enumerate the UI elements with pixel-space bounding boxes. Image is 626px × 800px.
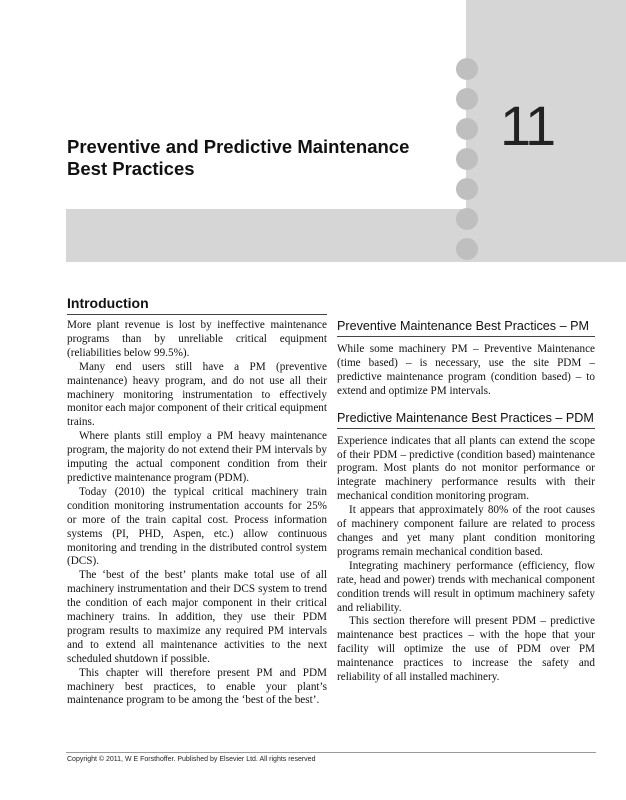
introduction-heading: Introduction: [67, 294, 327, 315]
pm-paragraph: While some machinery PM – Preventive Maintenance (time based) – is necessary, use the site PDM – predictive maintenance program (condition based) – to extend and optimize PM intervals.: [337, 343, 595, 397]
right-column: [337, 318, 595, 685]
intro-paragraph: The ‘best of the best’ plants make total use of all machinery instrumentation and their DCS system to trend the condition of each major component in their critical machinery trains. In addition, they use their PDM program results to maximize any required PM intervals and to extend all maintenance activities to the next scheduled shutdown if possible.: [67, 569, 327, 665]
pm-section-heading: Preventive Maintenance Best Practices – PM: [337, 318, 595, 337]
chapter-number: 11: [500, 94, 555, 157]
pdm-section-heading: Predictive Maintenance Best Practices – PDM: [337, 410, 595, 429]
intro-paragraph: Today (2010) the typical critical machinery train condition monitoring instrumentation accounts for 25% or more of the train capital cost. Process information systems (PI, PHD, Aspen, etc.) allow continuous monitoring and trending in the distributed control system (DCS).: [67, 485, 327, 568]
pdm-paragraph: Integrating machinery performance (efficiency, flow rate, head and power) trends with mechanical component condition trends will result in optimum machinery safety and reliability.: [337, 559, 595, 614]
copyright-notice: Copyright © 2011, W E Forsthoffer. Published by Elsevier Ltd. All rights reserved: [67, 756, 316, 763]
decorative-dot: [456, 58, 478, 80]
decorative-dot: [456, 118, 478, 140]
intro-paragraph: Many end users still have a PM (preventive maintenance) heavy program, and do not use all their machinery monitoring instrumentation to effectively monitor each major component of their critical equipment trains.: [67, 360, 327, 429]
header-gray-band: [66, 209, 626, 262]
intro-paragraph: This chapter will therefore present PM and PDM machinery best practices, to enable your plant’s maintenance program to be among the ‘best of the best’.: [67, 666, 327, 707]
decorative-dot: [456, 178, 478, 200]
chapter-title: Preventive and Predictive Maintenance Best Practices: [67, 136, 410, 179]
decorative-dot: [456, 208, 478, 230]
pdm-paragraph: This section therefore will present PDM – predictive maintenance best practices – with the hope that your facility will optimize the use of PDM over PM maintenance practices to increase the safety and reliability of all installed machinery.: [337, 615, 595, 684]
decorative-dot: [456, 238, 478, 260]
intro-paragraph: Where plants still employ a PM heavy maintenance program, the majority do not extend their PM intervals by imputing the actual component condition from their predictive maintenance program (PDM).: [67, 430, 327, 484]
decorative-dot: [456, 148, 478, 170]
left-column: [67, 319, 327, 708]
pdm-paragraph: Experience indicates that all plants can extend the scope of their PDM – predictive (condition based) maintenance program. Most plants do not monitor performance or integrate machinery performance results with their mechanical condition monitoring program.: [337, 434, 595, 503]
footer-rule: [66, 752, 596, 753]
pdm-paragraph: It appears that approximately 80% of the root causes of machinery component failure are related to process changes and yet many plant condition monitoring programs remain mechanical condition based.: [337, 504, 595, 558]
intro-paragraph: More plant revenue is lost by ineffective maintenance programs than by unreliable critical equipment (reliabilities below 99.5%).: [67, 319, 327, 359]
decorative-dot: [456, 88, 478, 110]
